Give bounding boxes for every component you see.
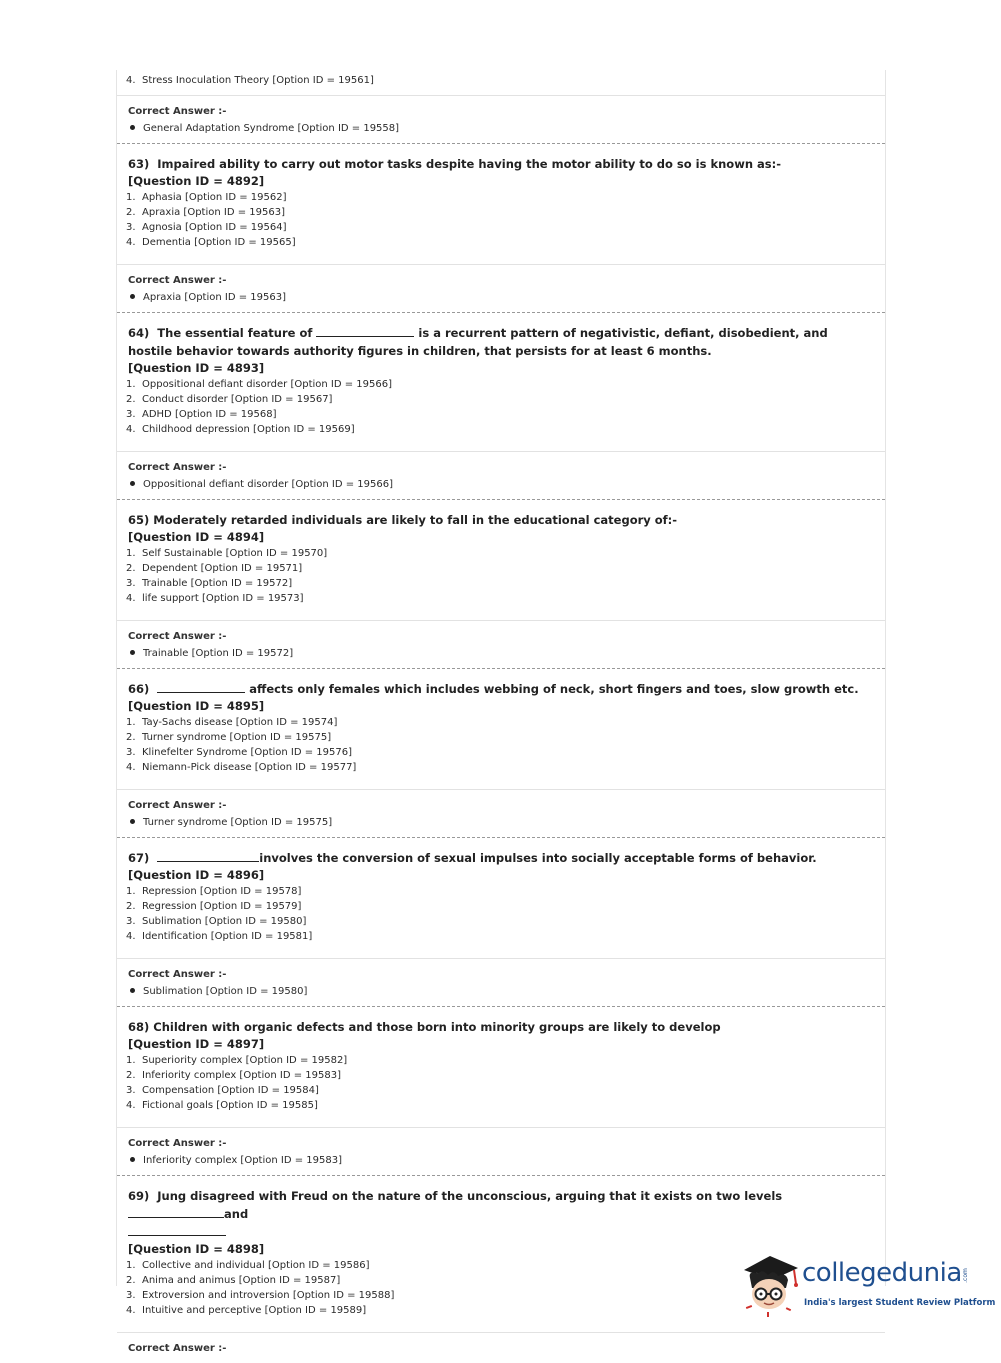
mascot-icon: [740, 1248, 802, 1318]
question-block: [117, 1007, 885, 1127]
brand-dotcom: .com: [961, 1268, 969, 1283]
fill-blank: [157, 681, 245, 693]
correct-answer-label: Correct Answer :-: [128, 800, 227, 811]
option-item: 3. Agnosia [Option ID = 19564]: [126, 222, 287, 233]
question-text: 63) Impaired ability to carry out motor tasks despite having the motor ability to do so is known as:-: [128, 157, 781, 171]
question-text: 69) Jung disagreed with Freud on the nature of the unconscious, arguing that it exists on two levels and: [128, 1187, 885, 1241]
fill-blank: [316, 325, 414, 337]
correct-answer-label: Correct Answer :-: [128, 462, 227, 473]
bullet-icon: [130, 294, 135, 299]
option-item: 1. Self Sustainable [Option ID = 19570]: [126, 548, 328, 559]
correct-answer-label: Correct Answer :-: [128, 1138, 227, 1149]
option-item: 2. Dependent [Option ID = 19571]: [126, 563, 303, 574]
option-item: 3. Klinefelter Syndrome [Option ID = 19576]: [126, 747, 353, 758]
correct-answer: Inferiority complex [Option ID = 19583]: [128, 1152, 885, 1169]
fill-blank: [128, 1224, 226, 1236]
correct-answer-block: [117, 789, 885, 837]
option-item: 2. Apraxia [Option ID = 19563]: [126, 207, 285, 218]
question-text: 68) Children with organic defects and those born into minority groups are likely to develop: [128, 1020, 721, 1034]
correct-answer-label: Correct Answer :-: [128, 275, 227, 286]
question-block: [117, 838, 885, 958]
question-block: [117, 669, 885, 789]
bullet-icon: [130, 988, 135, 993]
bullet-icon: [130, 819, 135, 824]
bullet-icon: [130, 481, 135, 486]
option-item: 4. Identification [Option ID = 19581]: [126, 931, 313, 942]
question-text: 67) involves the conversion of sexual impulses into socially acceptable forms of behavior.: [128, 851, 817, 865]
option-item: 1. Oppositional defiant disorder [Option ID = 19566]: [126, 379, 393, 390]
correct-answer-label: Correct Answer :-: [128, 969, 227, 980]
correct-answer-block: [117, 95, 885, 143]
option-item: 4. Fictional goals [Option ID = 19585]: [126, 1100, 318, 1111]
collegedunia-logo: [740, 1248, 996, 1318]
option-item: 4. life support [Option ID = 19573]: [126, 593, 304, 604]
correct-answer: Oppositional defiant disorder [Option ID = 19566]: [128, 476, 885, 493]
bullet-icon: [130, 1157, 135, 1162]
option-item: 2. Conduct disorder [Option ID = 19567]: [126, 394, 333, 405]
option-item: 3. Extroversion and introversion [Option ID = 19588]: [126, 1290, 395, 1301]
option-item: 3. Trainable [Option ID = 19572]: [126, 578, 293, 589]
bullet-icon: [130, 125, 135, 130]
option-item: 1. Aphasia [Option ID = 19562]: [126, 192, 287, 203]
option-item: 3. ADHD [Option ID = 19568]: [126, 409, 277, 420]
correct-answer-label: Correct Answer :-: [128, 106, 227, 117]
question-id: [Question ID = 4896]: [128, 868, 265, 882]
option-item: 1. Collective and individual [Option ID = 19586]: [126, 1260, 370, 1271]
option-item: 4. Dementia [Option ID = 19565]: [126, 237, 296, 248]
option-item: 3. Sublimation [Option ID = 19580]: [126, 916, 307, 927]
question-block: [117, 313, 885, 451]
option-item: 4. Intuitive and perceptive [Option ID = 19589]: [126, 1305, 367, 1316]
option-item: 1. Superiority complex [Option ID = 19582]: [126, 1055, 348, 1066]
question-block: [117, 500, 885, 620]
fill-blank: [157, 850, 259, 862]
correct-answer-block: [117, 1332, 885, 1363]
question-text: 64) The essential feature of is a recurrent pattern of negativistic, defiant, disobedient, and hostile behavior towards authority figures in children, that persists for at least 6 months.: [128, 326, 828, 358]
brand-tagline: India's largest Student Review Platform: [804, 1298, 996, 1308]
option-item: 2. Regression [Option ID = 19579]: [126, 901, 302, 912]
correct-answer: Apraxia [Option ID = 19563]: [128, 289, 885, 306]
question-id: [Question ID = 4897]: [128, 1037, 265, 1051]
bullet-icon: [130, 650, 135, 655]
question-text: 65) Moderately retarded individuals are likely to fall in the educational category of:-: [128, 513, 678, 527]
correct-answer: Sublimation [Option ID = 19580]: [128, 983, 885, 1000]
correct-answer-block: [117, 451, 885, 499]
question-id: [Question ID = 4895]: [128, 699, 265, 713]
correct-answer-block: [117, 264, 885, 312]
correct-answer-block: [117, 1127, 885, 1175]
correct-answer-block: [117, 620, 885, 668]
option-item: 1. Tay-Sachs disease [Option ID = 19574]: [126, 717, 338, 728]
question-id: [Question ID = 4894]: [128, 530, 265, 544]
correct-answer: Trainable [Option ID = 19572]: [128, 645, 885, 662]
option-item: 2. Anima and animus [Option ID = 19587]: [126, 1275, 341, 1286]
option-item: 4. Niemann-Pick disease [Option ID = 19577]: [126, 762, 357, 773]
correct-answer-label: Correct Answer :-: [128, 1343, 227, 1354]
fill-blank: [128, 1206, 224, 1218]
question-id: [Question ID = 4898]: [128, 1242, 265, 1256]
correct-answer: General Adaptation Syndrome [Option ID = 19558]: [128, 120, 885, 137]
option-item: 2. Inferiority complex [Option ID = 19583]: [126, 1070, 341, 1081]
brand-name: collegedunia: [802, 1258, 962, 1288]
correct-answer-label: Correct Answer :-: [128, 631, 227, 642]
correct-answer: Turner syndrome [Option ID = 19575]: [128, 814, 885, 831]
question-id: [Question ID = 4893]: [128, 361, 265, 375]
option-item: 2. Turner syndrome [Option ID = 19575]: [126, 732, 332, 743]
option-item: 1. Repression [Option ID = 19578]: [126, 886, 302, 897]
question-text: 66) affects only females which includes webbing of neck, short fingers and toes, slow growth etc.: [128, 682, 859, 696]
option-item: 3. Compensation [Option ID = 19584]: [126, 1085, 319, 1096]
question-block: [117, 144, 885, 264]
option-item: 4. Childhood depression [Option ID = 19569]: [126, 424, 355, 435]
correct-answer-block: [117, 958, 885, 1006]
question-id: [Question ID = 4892]: [128, 174, 265, 188]
option-item: 4. Stress Inoculation Theory [Option ID = 19561]: [126, 75, 374, 86]
